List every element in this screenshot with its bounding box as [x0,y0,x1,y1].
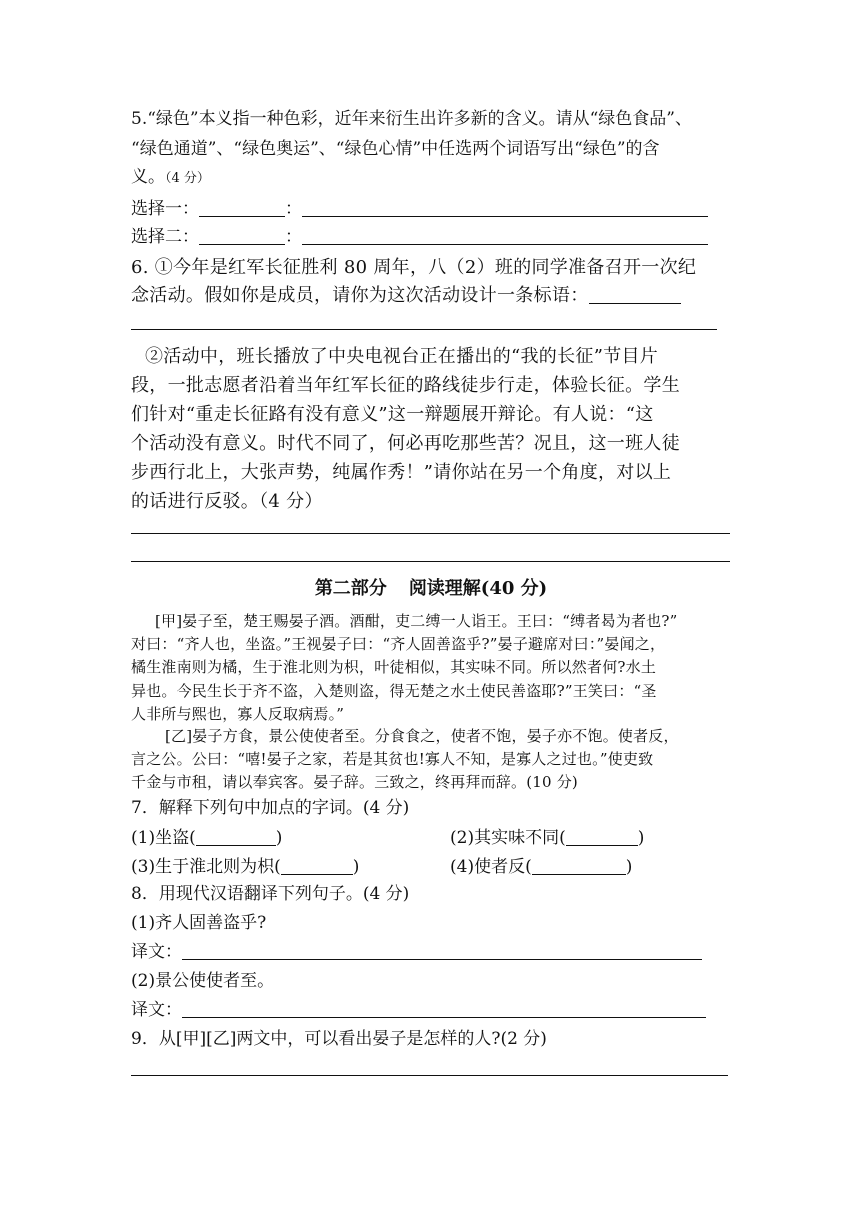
q7-answer-1-blank[interactable] [196,829,276,846]
q8-sentence-2: (2)景公使使者至。 [131,971,275,991]
q7-row-2 [131,856,731,878]
q6-para-line-4: 个活动没有意义。时代不同了，何必再吃那些苦？况且，这一班人徒 [131,433,680,454]
choice-1-colon: ： [285,199,302,219]
choice-2-colon: ： [285,227,302,247]
q8-sentence-1: (1)齐人固善盗乎? [131,913,267,933]
choice-1-word-blank[interactable] [199,200,285,217]
q8-translation-2-label: 译文： [131,1000,182,1020]
q6-para-line-3: 们针对“重走长征路有没有意义”这一辩题展开辩论。有人说：“这 [131,404,654,425]
rebuttal-answer-line-1[interactable] [131,533,730,534]
choice-2-word-blank[interactable] [199,228,285,245]
passage-jia-line-4: 异也。今民生长于齐不盗，入楚则盗，得无楚之水土使民善盗耶?”王笑曰：“圣 [131,682,657,700]
section-title: 第二部分 [314,578,387,599]
q9-answer-line[interactable] [131,1075,728,1076]
q6-para-line-5: 步西行北上，大张声势，纯属作秀！”请你站在另一个角度，对以上 [131,462,672,483]
choice-1-label: 选择一： [131,199,199,219]
q7-col2-1 [450,827,644,849]
q6-line-1: 6. ①今年是红军长征胜利 80 周年，八（2）班的同学准备召开一次纪 [131,257,697,278]
q7-item-4: (4)使者反( [450,857,532,877]
q7-row-1 [131,827,731,849]
section-subtitle: 阅读理解(40 分) [408,578,548,599]
q6-para-line-2: 段，一批志愿者沿着当年红军长征的路线徒步行走，体验长征。学生 [131,375,680,396]
passage-yi-line-1: [乙]晏子方食，景公使使者至。分食食之，使者不饱，晏子亦不饱。使者反， [165,727,679,745]
passage-jia-line-1: [甲]晏子至，楚王赐晏子酒。酒酣，吏二缚一人诣王。王曰：“缚者曷为者也?” [155,612,678,630]
passage-yi-line-2: 言之公。公曰：“嘻!晏子之家，若是其贫也!寡人不知，是寡人之过也。”使吏致 [131,750,654,768]
choice-1-meaning-blank[interactable] [302,200,708,217]
q5-choice-1 [131,198,731,220]
choice-2-label: 选择二： [131,227,199,247]
q7-item-2: (2)其实味不同( [450,828,566,848]
q7-answer-3-blank[interactable] [281,858,353,875]
q7-close-1: ) [275,828,283,848]
q7-item-3: (3)生于淮北则为枳( [131,857,281,877]
q8-translation-1-blank[interactable] [182,943,702,960]
q5-line-2: “绿色通道”、“绿色奥运”、“绿色心情”中任选两个词语写出“绿色”的含 [131,139,660,159]
q7-item-1: (1)坐盗( [131,828,196,848]
q8-translation-1-label: 译文： [131,942,182,962]
choice-2-meaning-blank[interactable] [302,228,708,245]
q7-answer-2-blank[interactable] [566,829,638,846]
q6-para-line-1: ②活动中，班长播放了中央电视台正在播出的“我的长征”节目片 [145,346,659,367]
q7-col2-2 [450,856,632,878]
q7-close-2: ) [637,828,645,848]
q5-line-3 [131,166,731,190]
passage-jia-line-5: 人非所与熙也，寡人反取病焉。” [131,705,345,723]
passage-yi-line-3: 千金与市租，请以奉宾客。晏子辞。三致之，终再拜而辞。(10 分) [131,773,578,791]
q5-score: （4 分） [165,171,210,186]
q7-close-3: ) [352,857,360,877]
q7-stem: 7．解释下列句中加点的字词。(4 分) [131,798,410,818]
q8-stem: 8．用现代汉语翻译下列句子。(4 分) [131,884,410,904]
slogan-answer-line[interactable] [131,329,717,330]
q7-answer-4-blank[interactable] [532,858,626,875]
q8-translation-1 [131,941,731,963]
q8-translation-2 [131,999,731,1021]
q6-para-line-6: 的话进行反驳。（4 分） [131,491,323,512]
q8-translation-2-blank[interactable] [182,1001,706,1018]
rebuttal-answer-line-2[interactable] [131,561,730,562]
passage-jia-line-2: 对曰：“齐人也，坐盗。”王视晏子曰：“齐人固善盗乎?”晏子避席对曰：”晏闻之， [131,635,666,653]
q7-close-4: ) [625,857,633,877]
q6-line-2 [131,285,731,307]
q5-line-3-text: 义。 [131,167,165,187]
q5-line-1: 5.“绿色”本义指一种色彩，近年来衍生出许多新的含义。请从“绿色食品”、 [131,109,692,129]
q9-stem: 9．从[甲][乙]两文中，可以看出晏子是怎样的人?(2 分) [131,1029,547,1049]
section-heading [131,578,731,600]
passage-jia-line-3: 橘生淮南则为橘，生于淮北则为枳，叶徒相似，其实味不同。所以然者何?水土 [131,658,657,676]
q6-line-2-text: 念活动。假如你是成员，请你为这次活动设计一条标语： [131,285,589,306]
q5-choice-2 [131,226,731,248]
slogan-blank[interactable] [589,287,681,304]
